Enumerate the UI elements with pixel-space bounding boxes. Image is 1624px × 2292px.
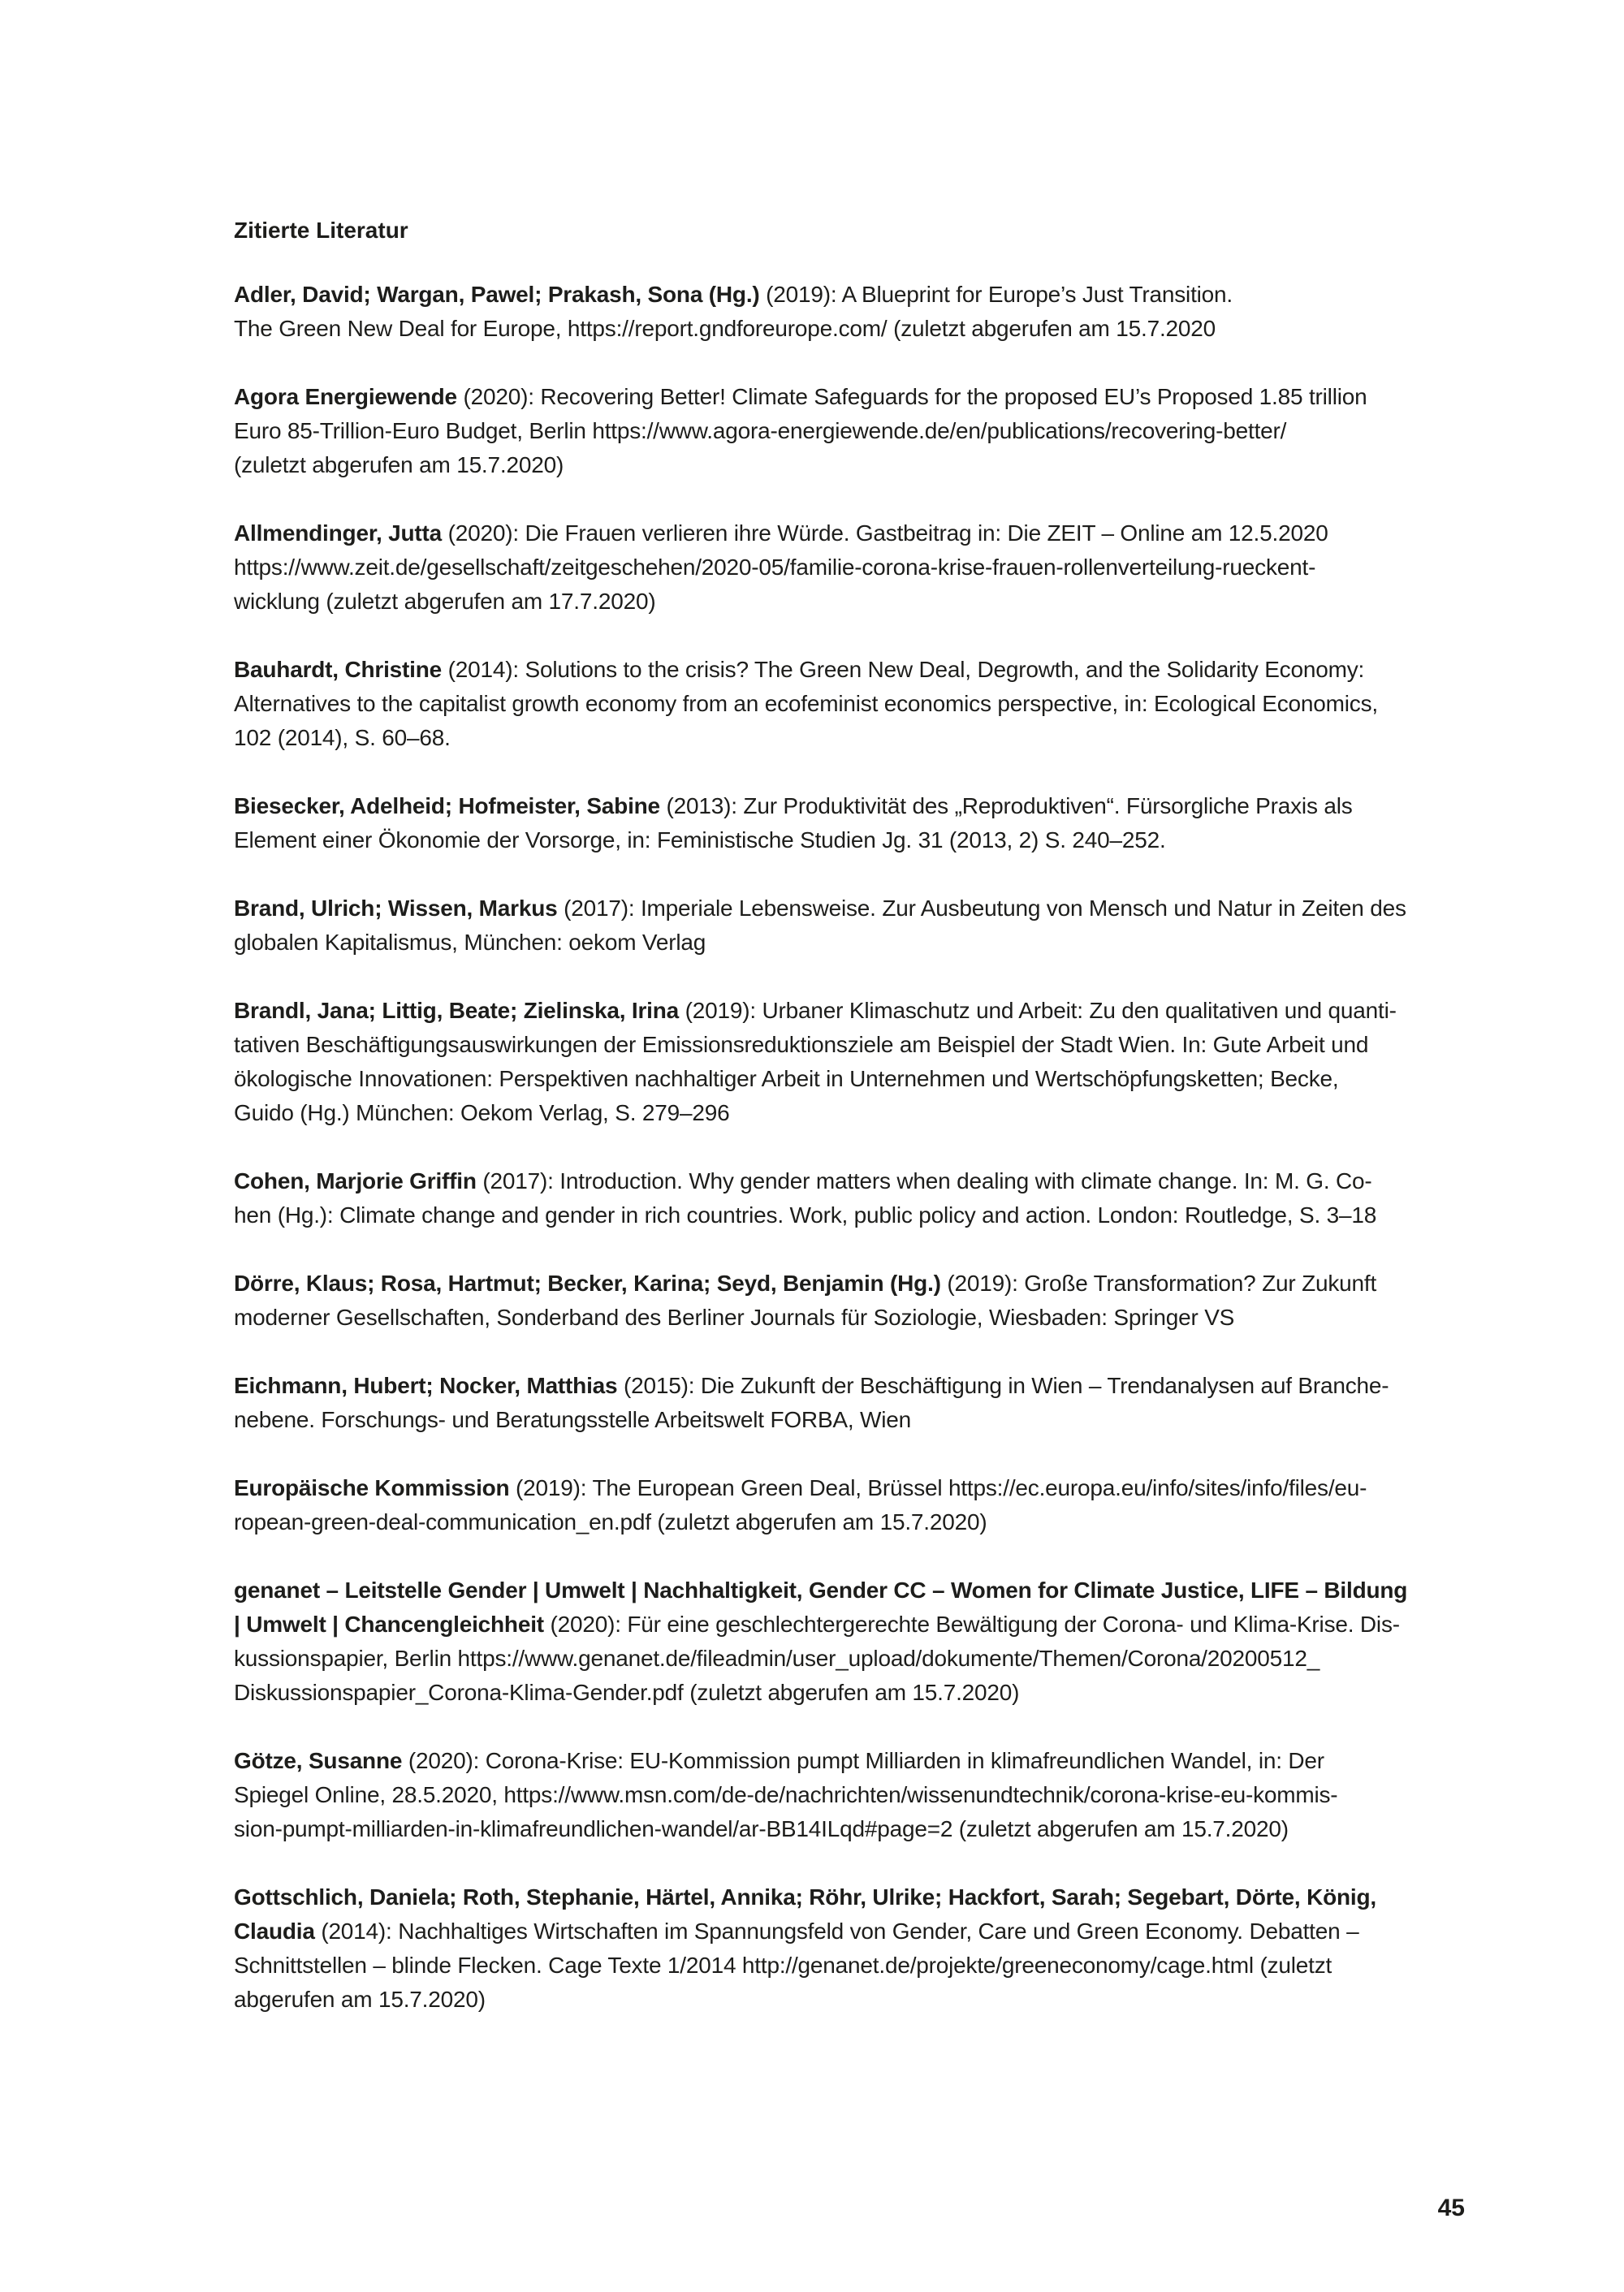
entry-authors: Cohen, Marjorie Griffin — [234, 1168, 477, 1193]
bibliography-section — [234, 214, 1472, 2051]
entry-line — [234, 1744, 1472, 1778]
bibliography-entry — [234, 1164, 1472, 1232]
entry-line — [234, 312, 1472, 346]
entry-line — [234, 994, 1472, 1028]
entry-text: (zuletzt abgerufen am 15.7.2020) — [234, 452, 564, 477]
entry-authors: Brand, Ulrich; Wissen, Markus — [234, 896, 558, 921]
bibliography-entry — [234, 516, 1472, 619]
entry-text: (2013): Zur Produktivität des „Reproduktiven“. Fürsorgliche Praxis als — [659, 793, 1353, 818]
bibliography-entry — [234, 1573, 1472, 1710]
entry-text: (2020): Für eine geschlechtergerechte Bewältigung der Corona- und Klima-Krise. Dis- — [543, 1612, 1400, 1637]
entry-authors: Allmendinger, Jutta — [234, 520, 443, 546]
entry-text: moderner Gesellschaften, Sonderband des Berliner Journals für Soziologie, Wiesbaden: Springer VS — [234, 1305, 1235, 1330]
entry-text: Spiegel Online, 28.5.2020, https://www.msn.com/de-de/nachrichten/wissenundtechnik/corona-krise-eu-kommis- — [234, 1782, 1338, 1807]
entry-line — [234, 1028, 1472, 1062]
entry-authors: Europäische Kommission — [234, 1475, 510, 1500]
entry-line — [234, 414, 1472, 448]
entry-authors: genanet – Leitstelle Gender | Umwelt | Nachhaltigkeit, Gender CC – Women for Climate Justice, LIFE – Bildung — [234, 1578, 1408, 1603]
entry-text: The Green New Deal for Europe, https://report.gndforeurope.com/ (zuletzt abgerufen am 15.7.2020 — [234, 316, 1216, 341]
entry-line — [234, 1198, 1472, 1232]
bibliography-entry — [234, 789, 1472, 857]
entry-line — [234, 380, 1472, 414]
entry-text: (2014): Nachhaltiges Wirtschaften im Spannungsfeld von Gender, Care und Green Economy. Debatten – — [314, 1919, 1359, 1944]
entry-authors: | Umwelt | Chancengleichheit — [234, 1612, 544, 1637]
entry-authors: Dörre, Klaus; Rosa, Hartmut; Becker, Karina; Seyd, Benjamin (Hg.) — [234, 1271, 941, 1296]
entry-text: Schnittstellen – blinde Flecken. Cage Texte 1/2014 http://genanet.de/projekte/greeneconomy/cage.html (zuletzt — [234, 1953, 1332, 1978]
bibliography-entry — [234, 653, 1472, 755]
entry-line — [234, 1573, 1472, 1608]
entry-text: sion-pumpt-milliarden-in-klimafreundlichen-wandel/ar-BB14ILqd#page=2 (zuletzt abgerufen am 15.7.2020) — [234, 1816, 1289, 1841]
entry-text: abgerufen am 15.7.2020) — [234, 1987, 486, 2012]
entry-authors: Götze, Susanne — [234, 1748, 403, 1773]
page-number: 45 — [1437, 2195, 1465, 2221]
entry-text: (2015): Die Zukunft der Beschäftigung in Wien – Trendanalysen auf Branche- — [617, 1373, 1389, 1398]
entry-line — [234, 1505, 1472, 1539]
entry-text: nebene. Forschungs- und Beratungsstelle Arbeitswelt FORBA, Wien — [234, 1407, 912, 1432]
entry-line — [234, 448, 1472, 482]
entry-authors: Eichmann, Hubert; Nocker, Matthias — [234, 1373, 618, 1398]
entry-line — [234, 1301, 1472, 1335]
bibliography-entry — [234, 1267, 1472, 1335]
entry-authors: Bauhardt, Christine — [234, 657, 443, 682]
entry-line — [234, 1949, 1472, 1983]
entry-line — [234, 1880, 1472, 1914]
entry-line — [234, 721, 1472, 755]
entry-line — [234, 926, 1472, 960]
entry-text: https://www.zeit.de/gesellschaft/zeitgeschehen/2020-05/familie-corona-krise-frauen-rollenverteilung-rueckent- — [234, 555, 1316, 580]
entry-line — [234, 1778, 1472, 1812]
entry-text: (2019): The European Green Deal, Brüssel https://ec.europa.eu/info/sites/info/files/eu- — [509, 1475, 1367, 1500]
entry-text: Guido (Hg.) München: Oekom Verlag, S. 279–296 — [234, 1100, 730, 1125]
entry-line — [234, 1471, 1472, 1505]
bibliography-list — [234, 278, 1472, 2017]
entry-text: (2019): Urbaner Klimaschutz und Arbeit: Zu den qualitativen und quanti- — [679, 998, 1397, 1023]
entry-text: (2017): Imperiale Lebensweise. Zur Ausbeutung von Mensch und Natur in Zeiten des — [557, 896, 1406, 921]
bibliography-entry — [234, 1369, 1472, 1437]
entry-text: (2020): Corona-Krise: EU-Kommission pumpt Milliarden in klimafreundlichen Wandel, in: Der — [402, 1748, 1324, 1773]
entry-line — [234, 1267, 1472, 1301]
entry-authors: Adler, David; Wargan, Pawel; Prakash, Sona (Hg.) — [234, 282, 760, 307]
bibliography-entry — [234, 1471, 1472, 1539]
entry-authors: Agora Energiewende — [234, 384, 457, 409]
entry-text: Diskussionspapier_Corona-Klima-Gender.pdf (zuletzt abgerufen am 15.7.2020) — [234, 1680, 1020, 1705]
entry-line — [234, 1164, 1472, 1198]
entry-line — [234, 1403, 1472, 1437]
bibliography-entry — [234, 1744, 1472, 1846]
entry-authors: Biesecker, Adelheid; Hofmeister, Sabine — [234, 793, 660, 818]
entry-text: (2019): Große Transformation? Zur Zukunft — [940, 1271, 1377, 1296]
section-heading: Zitierte Literatur — [234, 218, 408, 243]
entry-text: (2019): A Blueprint for Europe’s Just Transition. — [759, 282, 1233, 307]
bibliography-entry — [234, 278, 1472, 346]
entry-line — [234, 550, 1472, 585]
entry-line — [234, 1369, 1472, 1403]
entry-text: Euro 85-Trillion-Euro Budget, Berlin https://www.agora-energiewende.de/en/publications/recovering-better/ — [234, 418, 1287, 443]
entry-authors: Claudia — [234, 1919, 315, 1944]
bibliography-entry — [234, 380, 1472, 482]
entry-line — [234, 516, 1472, 550]
entry-line — [234, 585, 1472, 619]
entry-line — [234, 1642, 1472, 1676]
entry-line — [234, 1062, 1472, 1096]
bibliography-entry — [234, 1880, 1472, 2017]
entry-authors: Gottschlich, Daniela; Roth, Stephanie, Härtel, Annika; Röhr, Ulrike; Hackfort, Sarah; Segebart, Dörte, König, — [234, 1884, 1376, 1910]
entry-text: ökologische Innovationen: Perspektiven nachhaltiger Arbeit in Unternehmen und Wertschöpfungsketten; Becke, — [234, 1066, 1339, 1091]
entry-text: (2020): Recovering Better! Climate Safeguards for the proposed EU’s Proposed 1.85 trillion — [456, 384, 1367, 409]
entry-text: wicklung (zuletzt abgerufen am 17.7.2020) — [234, 589, 656, 614]
entry-text: Element einer Ökonomie der Vorsorge, in: Feministische Studien Jg. 31 (2013, 2) S. 240–252. — [234, 827, 1166, 852]
entry-text: globalen Kapitalismus, München: oekom Verlag — [234, 930, 706, 955]
entry-text: ropean-green-deal-communication_en.pdf (zuletzt abgerufen am 15.7.2020) — [234, 1509, 987, 1534]
entry-line — [234, 823, 1472, 857]
entry-text: (2014): Solutions to the crisis? The Green New Deal, Degrowth, and the Solidarity Economy: — [442, 657, 1365, 682]
entry-line — [234, 1608, 1472, 1642]
entry-text: (2017): Introduction. Why gender matters when dealing with climate change. In: M. G. Co- — [476, 1168, 1372, 1193]
entry-line — [234, 278, 1472, 312]
entry-line — [234, 1914, 1472, 1949]
entry-line — [234, 1812, 1472, 1846]
entry-text: 102 (2014), S. 60–68. — [234, 725, 451, 750]
entry-line — [234, 653, 1472, 687]
entry-line — [234, 687, 1472, 721]
entry-line — [234, 1676, 1472, 1710]
entry-text: Alternatives to the capitalist growth economy from an ecofeminist economics perspective, in: Ecological Economics, — [234, 691, 1378, 716]
entry-line — [234, 789, 1472, 823]
bibliography-entry — [234, 994, 1472, 1130]
bibliography-entry — [234, 891, 1472, 960]
entry-text: (2020): Die Frauen verlieren ihre Würde. Gastbeitrag in: Die ZEIT – Online am 12.5.2020 — [442, 520, 1328, 546]
entry-line — [234, 1096, 1472, 1130]
entry-line — [234, 891, 1472, 926]
entry-authors: Brandl, Jana; Littig, Beate; Zielinska, Irina — [234, 998, 680, 1023]
entry-text: kussionspapier, Berlin https://www.genanet.de/fileadmin/user_upload/dokumente/Themen/Corona/20200512_ — [234, 1646, 1320, 1671]
entry-text: tativen Beschäftigungsauswirkungen der Emissionsreduktionsziele am Beispiel der Stadt Wien. In: Gute Arbeit und — [234, 1032, 1369, 1057]
entry-line — [234, 1983, 1472, 2017]
entry-text: hen (Hg.): Climate change and gender in rich countries. Work, public policy and action. London: Routledge, S. 3–18 — [234, 1202, 1377, 1228]
